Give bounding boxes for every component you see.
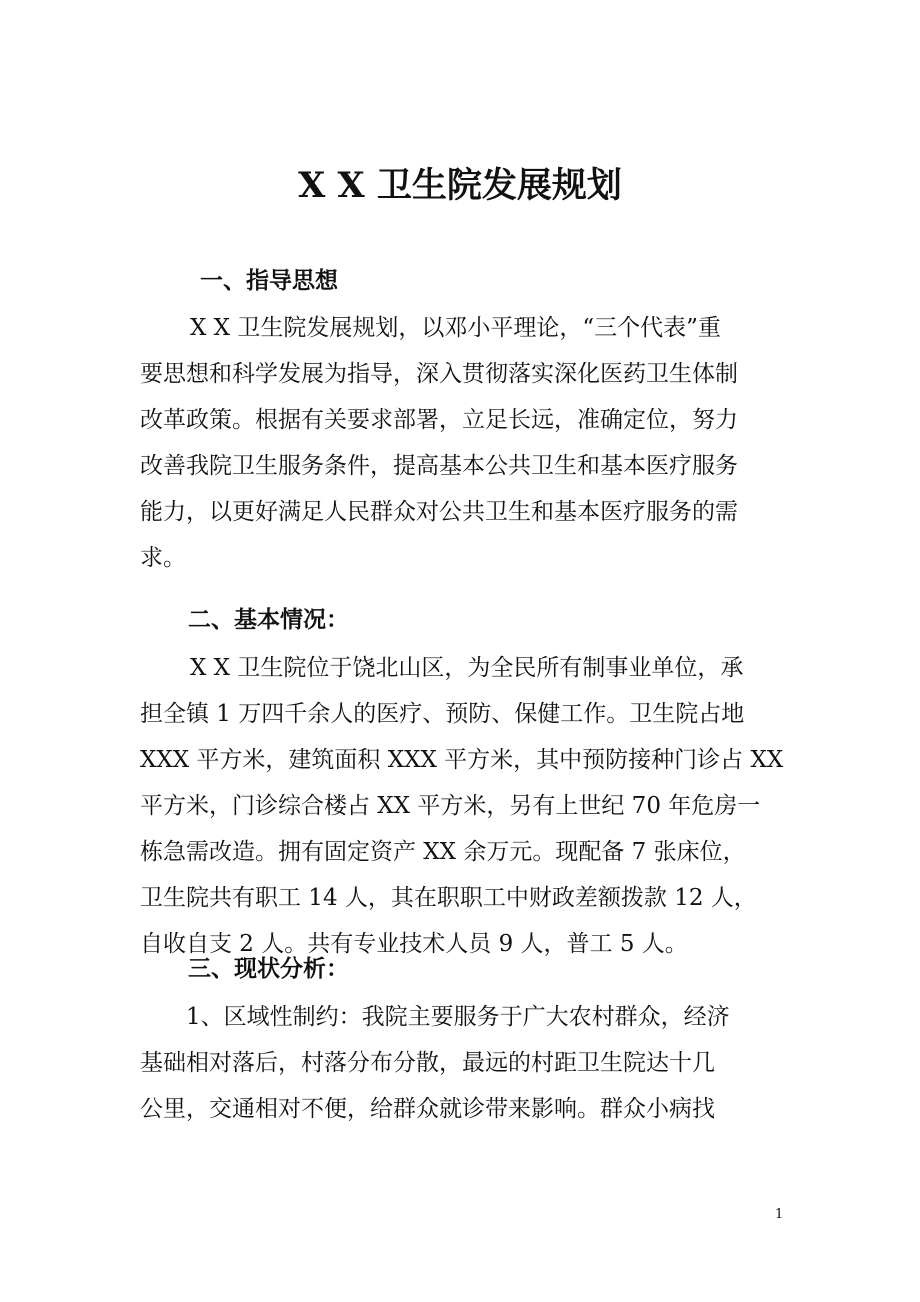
section-heading-status-analysis: 三、现状分析： [188,955,349,982]
paragraph-line: XXX 平方米，建筑面积 XXX 平方米，其中预防接种门诊占 XX [140,747,784,773]
paragraph-line: X X 卫生院位于饶北山区，为全民所有制事业单位，承 [190,655,744,681]
paragraph-line: 公里，交通相对不便，给群众就诊带来影响。群众小病找 [140,1096,715,1122]
section-heading-guiding-ideology: 一、指导思想 [200,267,338,294]
section-body-status-analysis [140,994,800,1132]
page-number: 1 [775,1207,784,1222]
paragraph-line: 改革政策。根据有关要求部署，立足长远，准确定位，努力 [140,407,738,433]
paragraph-line: 平方米，门诊综合楼占 XX 平方米，另有上世纪 70 年危房一 [140,793,761,819]
paragraph-line: 要思想和科学发展为指导，深入贯彻落实深化医药卫生体制 [140,361,738,387]
paragraph-line: 担全镇 1 万四千余人的医疗、预防、保健工作。卫生院占地 [140,701,745,727]
document-title: X X 卫生院发展规划 [298,165,622,206]
section-heading-basic-situation: 二、基本情况： [188,606,349,633]
paragraph-line: 基础相对落后，村落分布分散，最远的村距卫生院达十几 [140,1050,715,1076]
paragraph-line: 1、区域性制约：我院主要服务于广大农村群众，经济 [186,1004,730,1030]
section-body-basic-situation [140,645,800,967]
section-body-guiding-ideology [140,305,800,581]
paragraph-line: 求。 [140,545,186,571]
paragraph-line: 自收自支 2 人。共有专业技术人员 9 人，普工 5 人。 [140,931,688,957]
paragraph-line: 卫生院共有职工 14 人，其在职职工中财政差额拨款 12 人， [140,885,757,911]
paragraph-line: 改善我院卫生服务条件，提高基本公共卫生和基本医疗服务 [140,453,738,479]
paragraph-line: 能力，以更好满足人民群众对公共卫生和基本医疗服务的需 [140,499,738,525]
paragraph-line: X X 卫生院发展规划，以邓小平理论，“三个代表”重 [190,315,721,341]
paragraph-line: 栋急需改造。拥有固定资产 XX 余万元。现配备 7 张床位， [140,839,746,865]
